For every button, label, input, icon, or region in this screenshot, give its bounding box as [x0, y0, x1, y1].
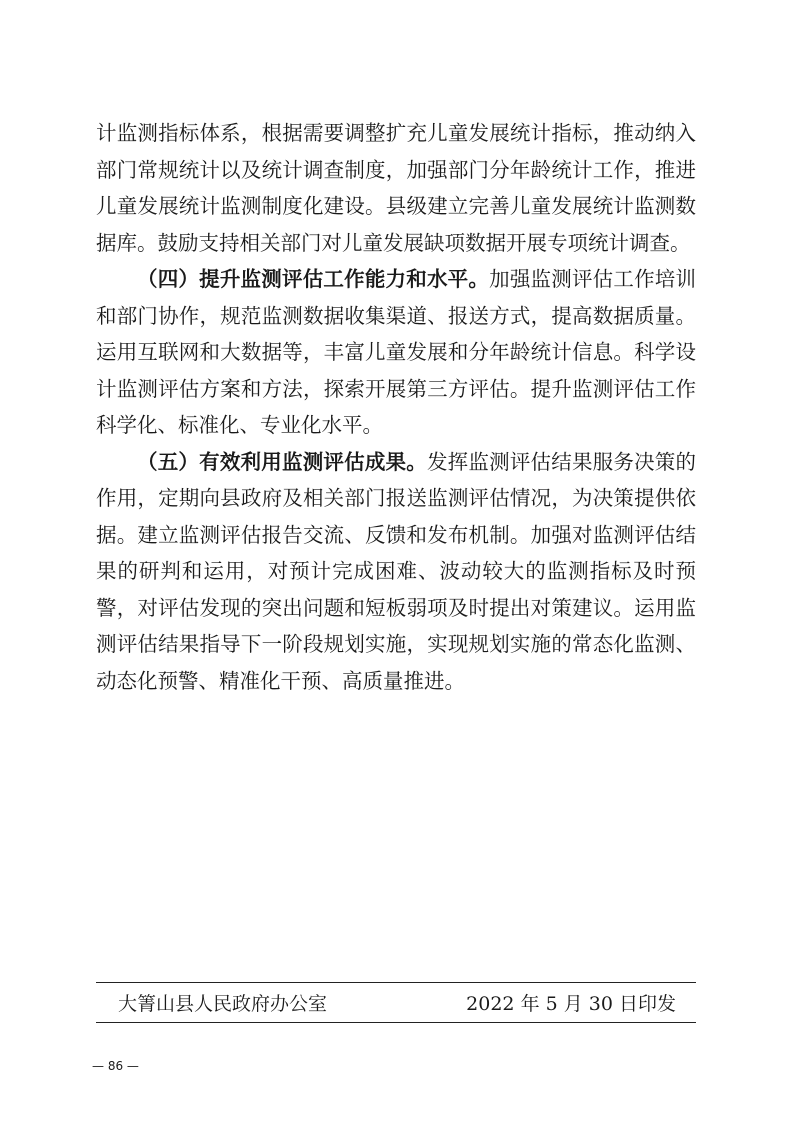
issue-date: 2022 年 5 月 30 日印发: [466, 993, 676, 1015]
footer-bottom-rule: [96, 1022, 696, 1023]
paragraph-text: 计监测指标体系，根据需要调整扩充儿童发展统计指标，推动纳入部门常规统计以及统计调查制度，加强部门分年龄统计工作，推进儿童发展统计监测制度化建设。县级建立完善儿童发展统计监测数据库。鼓励支持相关部门对儿童发展缺项数据开展专项统计调查。: [96, 121, 696, 255]
section-heading: （五）有效利用监测评估成果。: [137, 449, 427, 474]
page-number: — 86 —: [92, 1059, 139, 1073]
paragraph-text: 加强监测评估工作培训和部门协作，规范监测数据收集渠道、报送方式，提高数据质量。运用互联网和大数据等，丰富儿童发展和分年龄统计信息。科学设计监测评估方案和方法，探索开展第三方评估。提升监测评估工作科学化、标准化、专业化水平。: [96, 267, 697, 437]
paragraph-continued: [96, 115, 696, 261]
footer-top-rule: [96, 982, 696, 983]
document-body: [96, 115, 696, 699]
issuing-office: 大箐山县人民政府办公室: [118, 993, 328, 1015]
section-heading: （四）提升监测评估工作能力和水平。: [137, 267, 490, 291]
paragraph-section-4: [96, 261, 696, 444]
paragraph-section-5: [96, 444, 696, 700]
paragraph-text: 发挥监测评估结果服务决策的作用，定期向县政府及相关部门报送监测评估情况，为决策提供依据。建立监测评估报告交流、反馈和发布机制。加强对监测评估结果的研判和运用，对预计完成困难、波动较大的监测指标及时预警，对评估发现的突出问题和短板弱项及时提出对策建议。运用监测评估结果指导下一阶段规划实施，实现规划实施的常态化监测、动态化预警、精准化干预、高质量推进。: [96, 449, 697, 693]
